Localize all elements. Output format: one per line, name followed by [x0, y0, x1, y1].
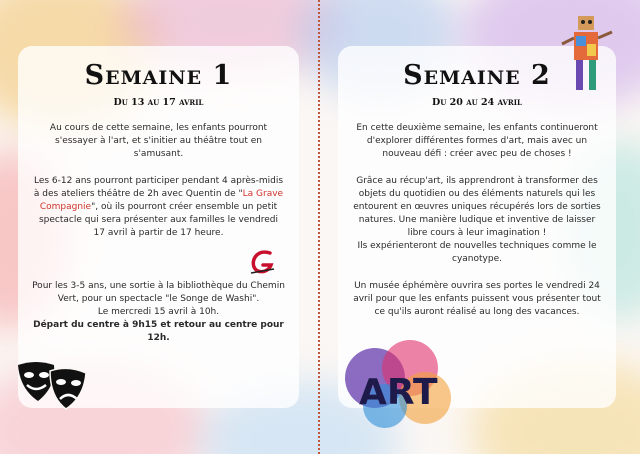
week1-p2-after: ", où ils pourront créer ensemble un petit spectacle qui sera présenter aux familles le vendredi 17 avril à partir de 17 heure. — [38, 202, 279, 238]
art-word: ART — [359, 372, 438, 413]
week1-departure: Départ du centre à 9h15 et retour au centre pour 12h. — [33, 320, 284, 343]
theatre-masks-icon — [14, 357, 90, 417]
week1-intro: Au cours de cette semaine, les enfants pourront s'essayer à l'art, et s'initier au théâtre tout en s'amusant. — [49, 123, 268, 159]
week1-p2-before: Les 6-12 ans pourront participer pendant 4 après-midis à des ateliers théâtre de 2h avec Quentin de " — [33, 176, 284, 199]
week2-title: Semaine 2 — [403, 60, 551, 91]
week1-library-date: Le mercredi 15 avril à 10h. — [97, 307, 220, 317]
week1-title: Semaine 1 — [84, 60, 233, 91]
week1-theatre-paragraph — [32, 175, 285, 240]
week1-dates: Du 13 au 17 avril — [113, 97, 204, 108]
company-logo-icon — [248, 247, 278, 281]
week1-card — [18, 46, 299, 408]
week2-cyanotype-line: Ils expérienteront de nouvelles techniques comme le cyanotype. — [357, 241, 597, 264]
art-splash-icon — [345, 338, 455, 432]
week2-dates: Du 20 au 24 avril — [432, 97, 522, 108]
week1-library-paragraph: Pour les 3-5 ans, une sortie à la bibliothèque du Chemin Vert, pour un spectacle "le Songe de Washi". — [32, 281, 285, 304]
week2-museum-paragraph: Un musée éphémère ouvrira ses portes le vendredi 24 avril pour que les enfants puissent vous présenter tout ce qu'ils auront réalisé au long des vacances. — [353, 281, 601, 317]
dotted-divider — [318, 0, 320, 454]
recycled-robot-icon — [560, 14, 616, 104]
week2-recupart-paragraph: Grâce au récup'art, ils apprendront à transformer des objets du quotidien ou des éléments naturels qui les entourent en œuvres uniques récupérés lors de sorties natures. Une manière ludique et inventive de laisser libre cours à leur imagination ! — [353, 176, 601, 238]
company-name: La Grave Compagnie — [39, 189, 284, 212]
week2-intro: En cette deuxième semaine, les enfants continueront d'explorer différentes formes d'art, mais avec un nouveau défi : créer avec peu de choses ! — [356, 123, 598, 159]
